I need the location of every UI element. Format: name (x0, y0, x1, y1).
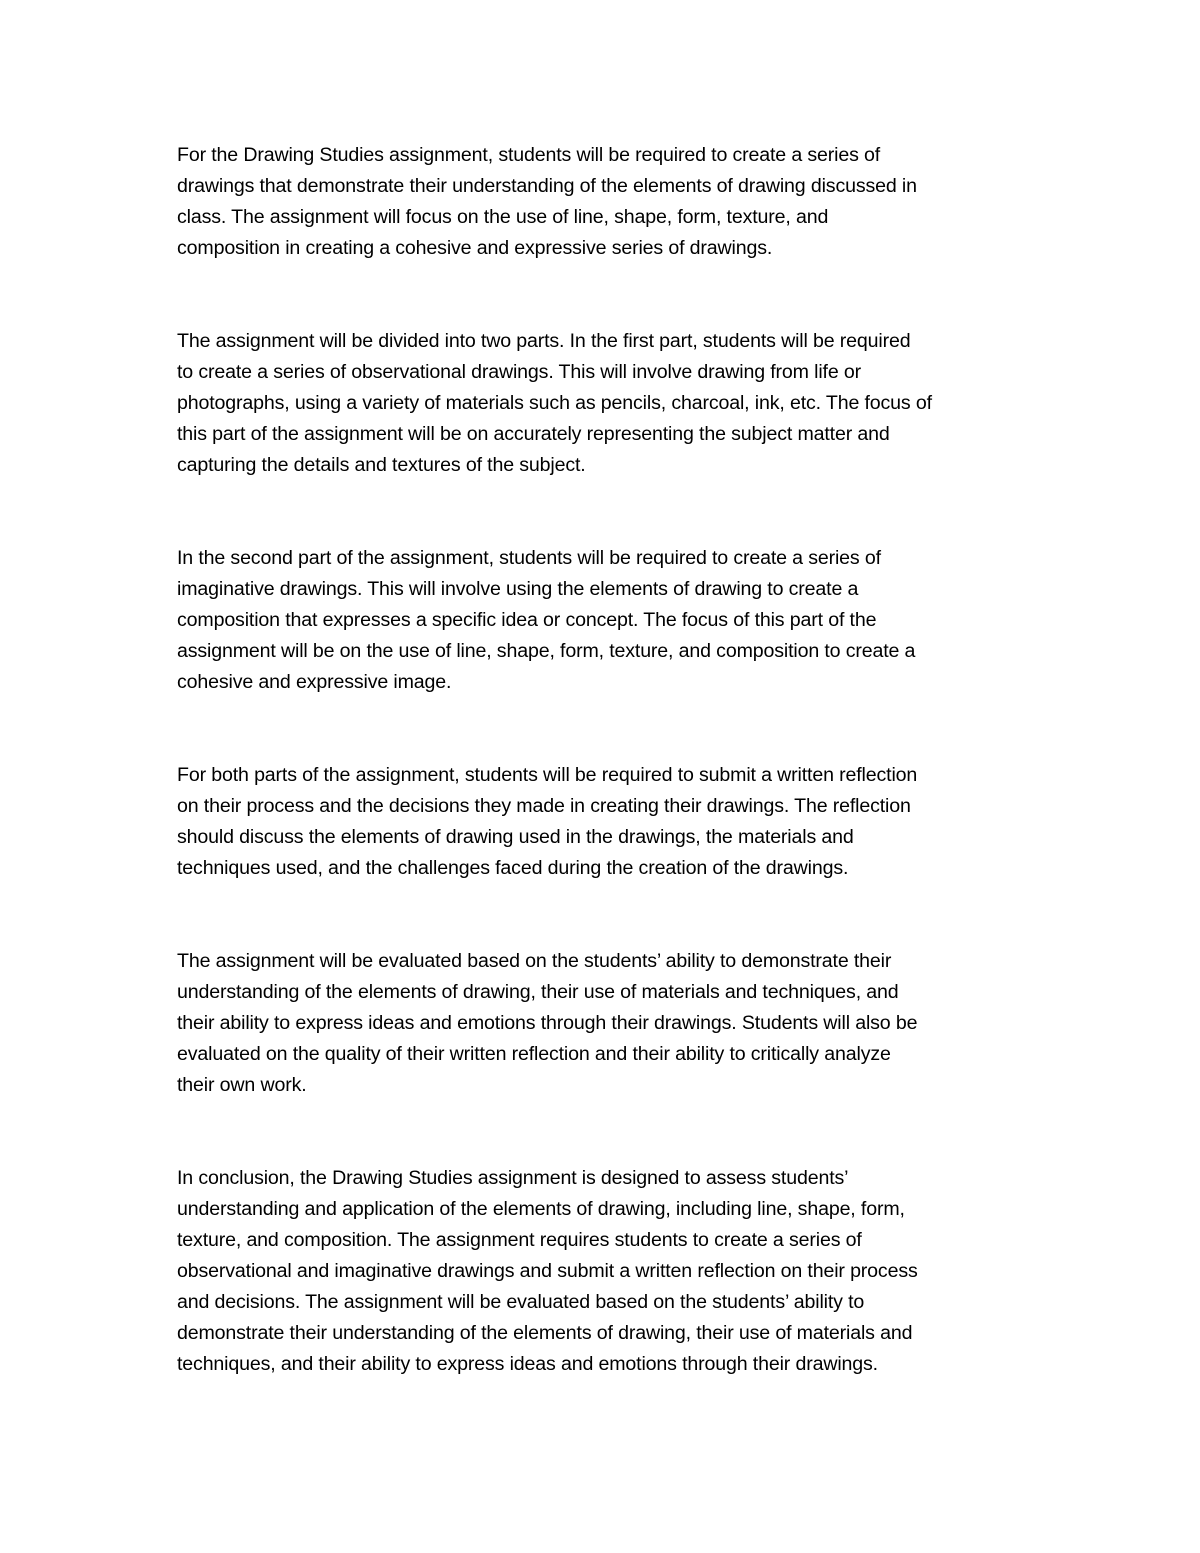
text-line: to create a series of observational drawings. This will involve drawing from life or (177, 361, 862, 383)
text-line: assignment will be on the use of line, shape, form, texture, and composition to create a (177, 640, 916, 662)
text-line: The assignment will be evaluated based on the students’ ability to demonstrate their (177, 950, 892, 972)
text-line: on their process and the decisions they made in creating their drawings. The reflection (177, 795, 911, 817)
document-body (177, 140, 1037, 1380)
paragraph-evaluation (177, 946, 1037, 1101)
text-line: In conclusion, the Drawing Studies assignment is designed to assess students’ (177, 1167, 849, 1189)
text-line: their ability to express ideas and emotions through their drawings. Students will also be (177, 1012, 918, 1034)
text-line: cohesive and expressive image. (177, 671, 452, 693)
text-line: In the second part of the assignment, students will be required to create a series of (177, 547, 881, 569)
text-line: texture, and composition. The assignment requires students to create a series of (177, 1229, 862, 1251)
text-line: imaginative drawings. This will involve using the elements of drawing to create a (177, 578, 859, 600)
paragraph-assignment-overview (177, 140, 1037, 264)
text-line: For the Drawing Studies assignment, students will be required to create a series of (177, 144, 881, 166)
text-line: composition in creating a cohesive and expressive series of drawings. (177, 237, 773, 259)
paragraph-written-reflection (177, 760, 1037, 884)
text-line: techniques, and their ability to express ideas and emotions through their drawings. (177, 1353, 878, 1375)
text-line: this part of the assignment will be on accurately representing the subject matter and (177, 423, 890, 445)
text-line: techniques used, and the challenges faced during the creation of the drawings. (177, 857, 849, 879)
text-line: composition that expresses a specific idea or concept. The focus of this part of the (177, 609, 877, 631)
text-line: understanding of the elements of drawing, their use of materials and techniques, and (177, 981, 899, 1003)
text-line: their own work. (177, 1074, 307, 1096)
text-line: demonstrate their understanding of the elements of drawing, their use of materials and (177, 1322, 913, 1344)
text-line: class. The assignment will focus on the use of line, shape, form, texture, and (177, 206, 829, 228)
text-line: For both parts of the assignment, students will be required to submit a written reflection (177, 764, 918, 786)
text-line: capturing the details and textures of the subject. (177, 454, 586, 476)
paragraph-conclusion (177, 1163, 1037, 1380)
paragraph-part-one (177, 326, 1037, 481)
text-line: evaluated on the quality of their written reflection and their ability to critically analyze (177, 1043, 891, 1065)
text-line: drawings that demonstrate their understanding of the elements of drawing discussed in (177, 175, 917, 197)
paragraph-part-two (177, 543, 1037, 698)
text-line: should discuss the elements of drawing used in the drawings, the materials and (177, 826, 854, 848)
text-line: The assignment will be divided into two parts. In the first part, students will be required (177, 330, 911, 352)
text-line: understanding and application of the elements of drawing, including line, shape, form, (177, 1198, 905, 1220)
text-line: and decisions. The assignment will be evaluated based on the students’ ability to (177, 1291, 865, 1313)
text-line: observational and imaginative drawings and submit a written reflection on their process (177, 1260, 918, 1282)
text-line: photographs, using a variety of materials such as pencils, charcoal, ink, etc. The focus of (177, 392, 932, 414)
